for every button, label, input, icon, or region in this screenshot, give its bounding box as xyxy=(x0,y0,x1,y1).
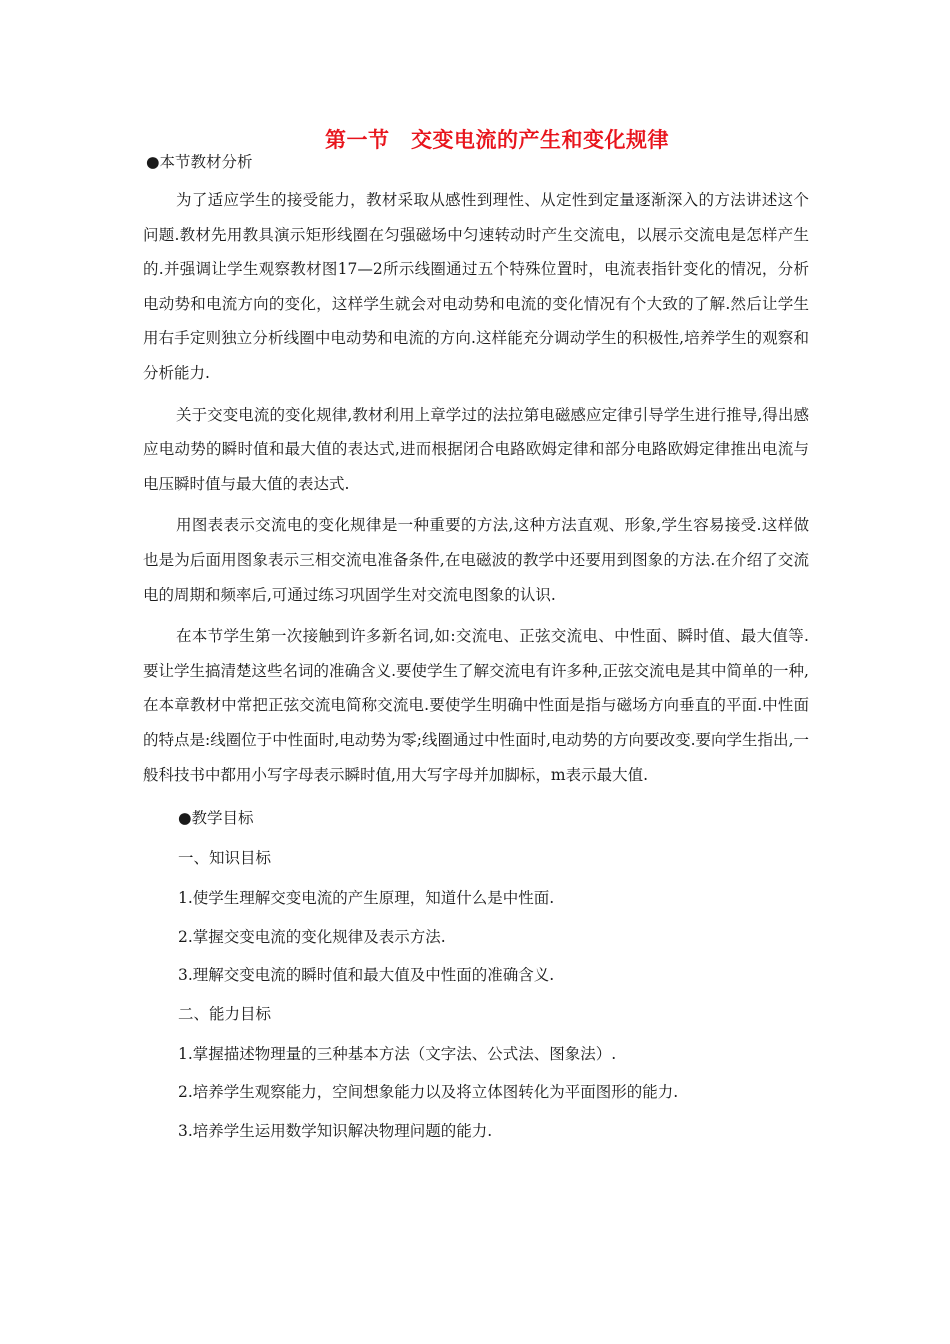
paragraph: 在本节学生第一次接触到许多新名词,如:交流电、正弦交流电、中性面、瞬时值、最大值等.要让学生搞清楚这些名词的准确含义.要使学生了解交流电有许多种,正弦交流电是其中简单的一种,在本章教材中常把正弦交流电简称交流电.要使学生明确中性面是指与磁场方向垂直的平面.中性面的特点是:线圈位于中性面时,电动势为零;线圈通过中性面时,电动势的方向要改变.要向学生指出,一般科技书中都用小写字母表示瞬时值,用大写字母并加脚标，m表示最大值. xyxy=(143,627,809,784)
subheading-knowledge: 一、知识目标 xyxy=(178,849,272,868)
paragraph: 用图表表示交流电的变化规律是一种重要的方法,这种方法直观、形象,学生容易接受.这样做也是为后面用图象表示三相交流电准备条件,在电磁波的教学中还要用到图象的方法.在介绍了交流电的周期和频率后,可通过练习巩固学生对交流电图象的认识. xyxy=(143,516,809,604)
document-body xyxy=(143,150,809,1157)
list-item: 3.理解交变电流的瞬时值和最大值及中性面的准确含义. xyxy=(178,966,555,985)
list-item: 1.掌握描述物理量的三种基本方法（文字法、公式法、图象法）. xyxy=(178,1044,617,1063)
paragraph: 关于交变电流的变化规律,教材利用上章学过的法拉第电磁感应定律引导学生进行推导,得出感应电动势的瞬时值和最大值的表达式,进而根据闭合电路欧姆定律和部分电路欧姆定律推出电流与电压瞬时值与最大值的表达式. xyxy=(143,405,809,493)
paragraph: 为了适应学生的接受能力，教材采取从感性到理性、从定性到定量逐渐深入的方法讲述这个问题.教材先用教具演示矩形线圈在匀强磁场中匀速转动时产生交流电，以展示交流电是怎样产生的.并强调让学生观察教材图17—2所示线圈通过五个特殊位置时，电流表指针变化的情况，分析电动势和电流方向的变化，这样学生就会对电动势和电流的变化情况有个大致的了解.然后让学生用右手定则独立分析线圈中电动势和电流的方向.这样能充分调动学生的积极性,培养学生的观察和分析能力. xyxy=(143,191,809,382)
page-title: 第一节 交变电流的产生和变化规律 xyxy=(325,127,669,152)
section-heading-objectives: ●教学目标 xyxy=(178,809,254,828)
section-heading-analysis: ●本节教材分析 xyxy=(146,153,253,171)
list-item: 1.使学生理解交变电流的产生原理，知道什么是中性面. xyxy=(178,889,555,908)
subheading-ability: 二、能力目标 xyxy=(178,1004,272,1023)
list-item: 2.掌握交变电流的变化规律及表示方法. xyxy=(178,927,446,946)
list-item: 2.培养学生观察能力，空间想象能力以及将立体图转化为平面图形的能力. xyxy=(178,1083,679,1102)
list-item: 3.培养学生运用数学知识解决物理问题的能力. xyxy=(178,1121,493,1140)
